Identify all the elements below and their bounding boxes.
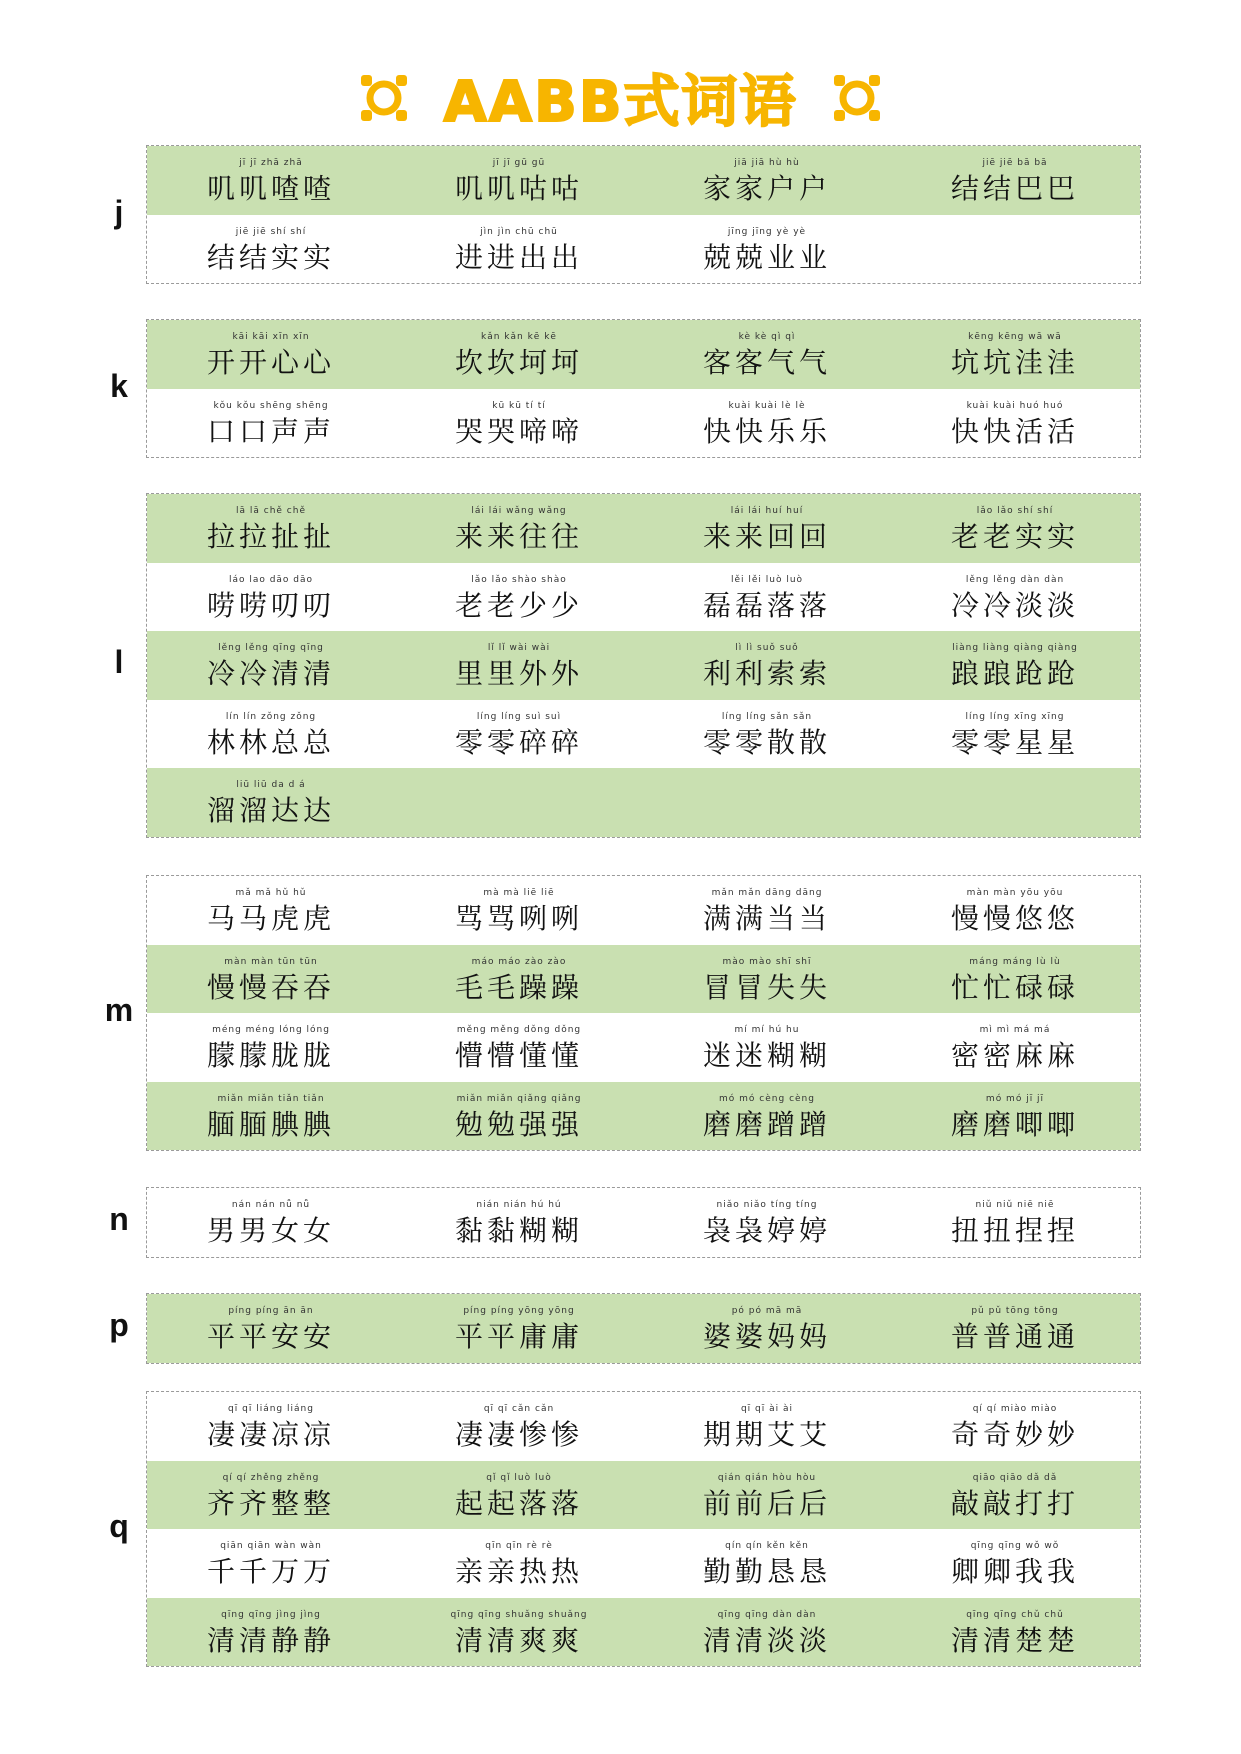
chinese-word: 零零碎碎 — [454, 725, 583, 759]
chinese-word: 黏黏糊糊 — [454, 1214, 583, 1247]
pinyin-label: měng měng dǒng dǒng — [456, 1025, 582, 1035]
chinese-word: 忙忙碌碌 — [950, 970, 1079, 1004]
word-cell — [395, 876, 643, 945]
pinyin-label: lǎo lǎo shí shí — [976, 506, 1054, 516]
chinese-word: 冷冷清清 — [206, 657, 335, 690]
word-cell — [891, 876, 1139, 945]
section-p — [146, 1293, 1141, 1364]
chinese-word: 结结巴巴 — [950, 172, 1079, 205]
pinyin-label: mǎn mǎn dāng dāng — [711, 888, 823, 898]
word-cell — [147, 1082, 395, 1151]
word-cell — [643, 1461, 891, 1530]
word-cell — [147, 631, 395, 700]
word-row — [147, 768, 1140, 837]
chinese-word: 利利索索 — [702, 657, 831, 690]
word-cell — [891, 1188, 1139, 1257]
pinyin-label: kū kū tí tí — [492, 400, 546, 411]
pinyin-label: liū liū da d á — [236, 780, 306, 790]
pinyin-label: kè kè qì qì — [738, 332, 796, 342]
pinyin-label: kuài kuài lè lè — [728, 400, 806, 411]
pinyin-label: qīng qīng jìng jìng — [221, 1609, 321, 1620]
pinyin-label: jiē jiē bā bā — [982, 158, 1048, 168]
word-cell — [643, 945, 891, 1014]
chinese-word: 进进出出 — [454, 240, 583, 274]
chinese-word: 袅袅婷婷 — [702, 1214, 831, 1247]
word-cell — [147, 563, 395, 632]
pinyin-label: lái lái huí huí — [730, 506, 804, 516]
section-l — [146, 493, 1141, 838]
word-cell — [395, 1082, 643, 1151]
pinyin-label: láo lao dāo dāo — [228, 574, 314, 585]
word-cell — [395, 146, 643, 215]
word-cell — [643, 1294, 891, 1363]
pinyin-label: pó pó mā mā — [731, 1306, 803, 1316]
word-cell — [395, 1529, 643, 1598]
word-cell — [643, 320, 891, 389]
chinese-word: 家家户户 — [702, 172, 831, 205]
word-cell — [643, 1598, 891, 1667]
word-cell — [891, 1529, 1139, 1598]
word-cell — [395, 320, 643, 389]
chinese-word: 冷冷淡淡 — [950, 588, 1079, 622]
pinyin-label: qīng qīng dàn dàn — [717, 1609, 817, 1620]
word-row — [147, 876, 1140, 945]
word-cell — [395, 563, 643, 632]
word-cell — [395, 768, 643, 837]
chinese-word: 来来回回 — [702, 520, 831, 553]
pinyin-label: mǎ mǎ hǔ hǔ — [235, 888, 307, 898]
pinyin-label: jìn jìn chū chū — [480, 226, 558, 237]
pinyin-label: qí qí miào miào — [972, 1404, 1058, 1414]
word-cell — [147, 1294, 395, 1363]
section-m — [146, 875, 1141, 1151]
word-cell — [643, 1188, 891, 1257]
chinese-word: 溜溜达达 — [206, 794, 335, 827]
page-title: AABB式词语 — [443, 70, 798, 135]
word-cell — [395, 1392, 643, 1461]
chinese-word: 前前后后 — [702, 1486, 831, 1520]
pinyin-label: pǔ pǔ tōng tōng — [971, 1306, 1059, 1316]
chinese-word: 敲敲打打 — [950, 1486, 1079, 1520]
chinese-word: 卿卿我我 — [950, 1555, 1079, 1588]
chinese-word: 平平安安 — [206, 1320, 335, 1353]
pinyin-label: qīng qīng wǒ wǒ — [970, 1541, 1060, 1551]
word-cell — [891, 1598, 1139, 1667]
chinese-word: 平平庸庸 — [454, 1320, 583, 1353]
pinyin-label: lín lín zǒng zǒng — [225, 711, 317, 722]
word-cell — [643, 389, 891, 458]
word-cell — [643, 631, 891, 700]
chinese-word: 马马虎虎 — [206, 902, 335, 935]
chinese-word: 腼腼腆腆 — [206, 1107, 335, 1141]
chinese-word: 勤勤恳恳 — [702, 1555, 831, 1588]
chinese-word: 开开心心 — [206, 346, 335, 379]
word-row — [147, 1461, 1140, 1530]
chinese-word: 起起落落 — [454, 1486, 583, 1520]
word-row — [147, 1294, 1140, 1363]
word-cell — [395, 1461, 643, 1530]
section-q — [146, 1391, 1141, 1667]
section-letter-j: j — [114, 193, 124, 230]
pinyin-label: nán nán nǚ nǚ — [231, 1200, 311, 1210]
pinyin-label: máo máo zào zào — [471, 956, 567, 967]
word-cell — [147, 768, 395, 837]
word-cell — [643, 700, 891, 769]
chinese-word: 坎坎坷坷 — [454, 346, 583, 379]
pinyin-label: píng píng yōng yōng — [463, 1306, 575, 1316]
pinyin-label: kǒu kǒu shēng shēng — [213, 400, 329, 411]
chinese-word: 齐齐整整 — [206, 1486, 335, 1520]
chinese-word: 千千万万 — [206, 1555, 335, 1588]
chinese-word: 叽叽喳喳 — [206, 172, 335, 205]
pinyin-label: lǎo lǎo shào shào — [471, 574, 567, 585]
word-cell — [891, 1294, 1139, 1363]
chinese-word: 老老少少 — [454, 588, 583, 622]
word-cell — [147, 1461, 395, 1530]
chinese-word: 密密麻麻 — [950, 1039, 1079, 1072]
pinyin-label: qīng qīng shuǎng shuǎng — [450, 1609, 588, 1620]
word-cell — [147, 945, 395, 1014]
word-cell — [891, 563, 1139, 632]
chinese-word: 磨磨蹭蹭 — [702, 1107, 831, 1141]
pinyin-label: jiā jiā hù hù — [734, 158, 800, 168]
chinese-word: 亲亲热热 — [454, 1555, 583, 1588]
pinyin-label: jiē jiē shí shí — [235, 226, 307, 237]
pinyin-label: kēng kēng wā wā — [968, 332, 1062, 342]
pinyin-label: méng méng lóng lóng — [212, 1025, 330, 1035]
word-cell — [643, 215, 891, 284]
chinese-word: 清清静静 — [206, 1623, 335, 1657]
word-cell — [395, 389, 643, 458]
page-title-bar — [0, 58, 1241, 138]
pinyin-label: kāi kāi xīn xīn — [232, 332, 310, 342]
word-row — [147, 1598, 1140, 1667]
pinyin-label: qín qín kěn kěn — [725, 1541, 809, 1551]
pinyin-label: kǎn kǎn kē kē — [481, 332, 557, 342]
word-row — [147, 563, 1140, 632]
word-cell — [147, 1598, 395, 1667]
word-cell — [891, 1082, 1139, 1151]
pinyin-label: mí mí hú hu — [734, 1025, 800, 1035]
chinese-word: 男男女女 — [206, 1214, 335, 1247]
chinese-word: 拉拉扯扯 — [206, 520, 335, 553]
chinese-word: 客客气气 — [702, 346, 831, 379]
section-letter-m: m — [104, 992, 134, 1028]
word-cell — [147, 215, 395, 284]
pinyin-label: mó mó cèng cèng — [719, 1093, 815, 1104]
pinyin-label: niǎo niǎo tíng tíng — [716, 1200, 818, 1210]
pinyin-label: lěng lěng qīng qīng — [218, 643, 324, 653]
pinyin-label: lǐ lǐ wài wài — [487, 643, 551, 653]
pinyin-label: píng píng ān ān — [228, 1306, 314, 1316]
pinyin-label: líng líng xīng xīng — [965, 711, 1065, 722]
chinese-word: 老老实实 — [950, 520, 1079, 553]
word-cell — [891, 146, 1139, 215]
chinese-word: 叽叽咕咕 — [454, 172, 583, 205]
word-cell — [395, 1598, 643, 1667]
chinese-word: 零零星星 — [950, 725, 1079, 759]
word-cell — [395, 1294, 643, 1363]
word-cell — [147, 146, 395, 215]
pinyin-label: mì mì má má — [979, 1025, 1051, 1035]
word-cell — [147, 320, 395, 389]
word-row — [147, 320, 1140, 389]
gear-decoration-icon — [832, 73, 882, 123]
pinyin-label: líng líng sǎn sǎn — [721, 711, 813, 722]
chinese-word: 里里外外 — [454, 657, 583, 690]
chinese-word: 迷迷糊糊 — [702, 1039, 831, 1072]
chinese-word: 骂骂咧咧 — [454, 902, 583, 935]
pinyin-label: máng máng lù lù — [969, 956, 1061, 967]
chinese-word: 来来往往 — [454, 520, 583, 553]
chinese-word: 慢慢悠悠 — [950, 902, 1079, 935]
word-row — [147, 1013, 1140, 1082]
word-cell — [891, 631, 1139, 700]
pinyin-label: qiāo qiāo dǎ dǎ — [972, 1472, 1058, 1483]
chinese-word: 唠唠叨叨 — [206, 588, 335, 622]
pinyin-label: màn màn tūn tūn — [224, 956, 318, 967]
pinyin-label: lěi lěi luò luò — [730, 574, 804, 585]
pinyin-label: lái lái wǎng wǎng — [471, 506, 567, 516]
pinyin-label: lì lì suǒ suǒ — [735, 643, 799, 653]
chinese-word: 坑坑洼洼 — [950, 346, 1079, 379]
word-cell — [395, 631, 643, 700]
pinyin-label: qǐ qǐ luò luò — [486, 1472, 552, 1483]
word-cell — [395, 700, 643, 769]
pinyin-label: lěng lěng dàn dàn — [965, 574, 1065, 585]
chinese-word: 朦朦胧胧 — [206, 1039, 335, 1072]
section-letter-k: k — [110, 367, 128, 404]
pinyin-label: liàng liàng qiàng qiàng — [952, 643, 1078, 653]
word-cell — [395, 215, 643, 284]
section-k — [146, 319, 1141, 458]
pinyin-label: qīn qīn rè rè — [485, 1541, 553, 1551]
word-cell — [891, 768, 1139, 837]
chinese-word: 冒冒失失 — [702, 970, 831, 1004]
word-row — [147, 1392, 1140, 1461]
chinese-word: 清清爽爽 — [454, 1623, 583, 1657]
word-cell — [395, 494, 643, 563]
word-cell — [147, 700, 395, 769]
word-row — [147, 700, 1140, 769]
chinese-word: 磊磊落落 — [702, 588, 831, 622]
pinyin-label: nián nián hú hú — [476, 1200, 562, 1210]
chinese-word: 哭哭啼啼 — [454, 414, 583, 448]
word-cell — [395, 1013, 643, 1082]
word-row — [147, 215, 1140, 284]
word-row — [147, 494, 1140, 563]
chinese-word: 清清淡淡 — [702, 1623, 831, 1657]
chinese-word: 兢兢业业 — [702, 240, 831, 274]
chinese-word: 懵懵懂懂 — [454, 1039, 583, 1072]
pinyin-label: jī jī gū gū — [492, 158, 546, 168]
word-cell — [891, 389, 1139, 458]
word-row — [147, 631, 1140, 700]
pinyin-label: miǎn miǎn tiǎn tiǎn — [217, 1093, 325, 1104]
pinyin-label: mà mà liē liē — [483, 888, 555, 898]
section-letter-l: l — [114, 644, 124, 681]
section-letter-n: n — [109, 1201, 129, 1238]
word-row — [147, 1529, 1140, 1598]
word-cell — [395, 945, 643, 1014]
word-cell — [147, 1013, 395, 1082]
chinese-word: 零零散散 — [702, 725, 831, 759]
word-cell — [643, 563, 891, 632]
chinese-word: 扭扭捏捏 — [950, 1214, 1079, 1247]
word-cell — [147, 389, 395, 458]
word-cell — [891, 1461, 1139, 1530]
word-cell — [147, 1188, 395, 1257]
section-j — [146, 145, 1141, 284]
word-row — [147, 1188, 1140, 1257]
word-cell — [891, 1013, 1139, 1082]
chinese-word: 凄凄惨惨 — [454, 1418, 583, 1451]
chinese-word: 婆婆妈妈 — [702, 1320, 831, 1353]
pinyin-label: miǎn miǎn qiǎng qiǎng — [456, 1093, 582, 1104]
chinese-word: 满满当当 — [702, 902, 831, 935]
chinese-word: 口口声声 — [206, 414, 335, 448]
chinese-word: 普普通通 — [950, 1320, 1079, 1353]
section-n — [146, 1187, 1141, 1258]
chinese-word: 快快乐乐 — [702, 414, 831, 448]
chinese-word: 奇奇妙妙 — [950, 1418, 1079, 1451]
word-cell — [643, 494, 891, 563]
word-cell — [891, 494, 1139, 563]
pinyin-label: qí qí zhěng zhěng — [222, 1472, 320, 1483]
word-cell — [395, 1188, 643, 1257]
pinyin-label: lā lā chě chě — [236, 506, 306, 516]
pinyin-label: kuài kuài huó huó — [966, 400, 1064, 411]
chinese-word: 凄凄凉凉 — [206, 1418, 335, 1451]
pinyin-label: qī qī liáng liáng — [228, 1404, 314, 1414]
section-letter-p: p — [109, 1307, 129, 1344]
pinyin-label: qī qī ài ài — [740, 1404, 794, 1414]
word-cell — [643, 1392, 891, 1461]
section-letter-q: q — [109, 1508, 129, 1544]
word-cell — [891, 320, 1139, 389]
pinyin-label: qīng qīng chǔ chǔ — [966, 1609, 1064, 1620]
word-row — [147, 146, 1140, 215]
chinese-word: 清清楚楚 — [950, 1623, 1079, 1657]
gear-decoration-icon — [359, 73, 409, 123]
chinese-word: 慢慢吞吞 — [206, 970, 335, 1004]
word-cell — [891, 700, 1139, 769]
pinyin-label: jī jī zhā zhā — [239, 158, 303, 168]
word-cell — [891, 215, 1139, 284]
pinyin-label: qiān qiān wàn wàn — [220, 1541, 322, 1551]
chinese-word: 期期艾艾 — [702, 1418, 831, 1451]
word-cell — [643, 1082, 891, 1151]
word-cell — [891, 945, 1139, 1014]
word-cell — [643, 1013, 891, 1082]
word-cell — [147, 1392, 395, 1461]
chinese-word: 踉踉跄跄 — [950, 657, 1079, 690]
pinyin-label: niǔ niǔ niē niē — [975, 1200, 1055, 1210]
word-row — [147, 389, 1140, 458]
pinyin-label: màn màn yōu yōu — [966, 888, 1064, 898]
word-cell — [147, 1529, 395, 1598]
word-row — [147, 945, 1140, 1014]
chinese-word: 毛毛躁躁 — [454, 970, 583, 1004]
word-row — [147, 1082, 1140, 1151]
chinese-word: 快快活活 — [950, 414, 1079, 448]
pinyin-label: mào mào shī shī — [722, 956, 812, 967]
pinyin-label: líng líng suì suì — [476, 711, 562, 722]
pinyin-label: qī qī cǎn cǎn — [483, 1404, 555, 1414]
word-cell — [643, 146, 891, 215]
word-cell — [643, 876, 891, 945]
pinyin-label: mó mó jī jī — [985, 1093, 1045, 1104]
pinyin-label: qián qián hòu hòu — [717, 1472, 817, 1483]
chinese-word: 勉勉强强 — [454, 1107, 583, 1141]
word-cell — [643, 768, 891, 837]
chinese-word: 磨磨唧唧 — [950, 1107, 1079, 1141]
word-cell — [147, 494, 395, 563]
word-cell — [891, 1392, 1139, 1461]
pinyin-label: jīng jīng yè yè — [727, 226, 807, 237]
chinese-word: 林林总总 — [206, 725, 335, 759]
word-cell — [147, 876, 395, 945]
chinese-word: 结结实实 — [206, 240, 335, 274]
word-cell — [643, 1529, 891, 1598]
